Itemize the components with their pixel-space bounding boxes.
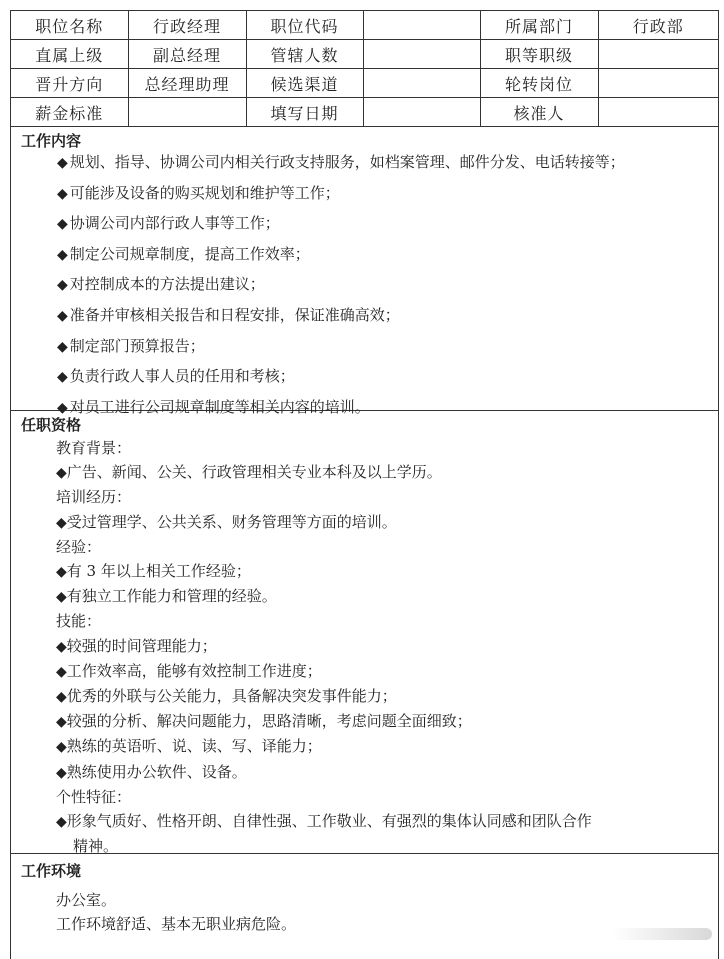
position-info-table (11, 11, 718, 127)
field-value (363, 11, 480, 40)
environment-title: 工作环境 (21, 862, 82, 880)
duty-text: 负责行政人事人员的任用和考核； (69, 367, 295, 386)
duty-text: 准备并审核相关报告和日程安排，保证准确高效； (69, 305, 400, 324)
field-value (363, 40, 480, 69)
qualification-text: 广告、新闻、公关、行政管理相关专业本科及以上学历。 (66, 463, 442, 482)
duty-text: 规划、指导、协调公司内相关行政支持服务，如档案管理、邮件分发、电话转接等； (69, 153, 625, 171)
field-value: 行政经理 (128, 11, 246, 40)
field-label: 核准人 (480, 98, 598, 127)
qualification-text: 较强的时间管理能力； (66, 636, 217, 655)
diamond-bullet-icon: ◆ (57, 307, 68, 324)
field-label: 管辖人数 (246, 40, 363, 69)
header-row (11, 11, 718, 40)
field-label: 直属上级 (11, 40, 128, 69)
qualification-label: 经验： (56, 537, 102, 556)
header-row (11, 40, 718, 69)
diamond-bullet-icon: ◆ (56, 814, 67, 831)
field-label: 职等职级 (480, 40, 598, 69)
duty-text: 可能涉及设备的购买规划和维护等工作； (69, 183, 340, 202)
field-value: 行政部 (598, 11, 718, 40)
diamond-bullet-icon: ◆ (56, 514, 67, 531)
duty-item (11, 179, 718, 210)
field-label: 职位代码 (246, 11, 363, 40)
duties-section (11, 127, 718, 416)
diamond-bullet-icon: ◆ (56, 764, 67, 781)
diamond-bullet-icon: ◆ (57, 338, 68, 355)
qualification-item (11, 734, 718, 759)
qualification-text: 有 3 年以上相关工作经验； (66, 562, 251, 581)
qualification-text: 优秀的外联与公关能力，具备解决突发事件能力； (66, 687, 397, 706)
diamond-bullet-icon: ◆ (56, 638, 67, 655)
page-curl-shadow (612, 928, 712, 940)
qualification-item (11, 659, 718, 684)
header-row (11, 69, 718, 98)
qualification-label: 个性特征： (56, 787, 132, 806)
diamond-bullet-icon: ◆ (56, 564, 67, 581)
duty-item (11, 270, 718, 301)
qualification-text: 形象气质好、性格开朗、自律性强、工作敬业、有强烈的集体认同感和团队合作 (66, 812, 592, 831)
field-label: 轮转岗位 (480, 69, 598, 98)
diamond-bullet-icon: ◆ (57, 399, 68, 416)
qualification-item (11, 634, 718, 659)
qualification-item (11, 460, 718, 485)
duty-text: 制定公司规章制度，提高工作效率； (69, 244, 310, 263)
qualification-item (11, 559, 718, 584)
duty-text: 对员工进行公司规章制度等相关内容的培训。 (69, 397, 370, 416)
qualification-text: 较强的分析、解决问题能力，思路清晰，考虑问题全面细致； (66, 712, 472, 731)
duties-list (11, 148, 718, 423)
qualification-label: 教育背景： (56, 439, 132, 457)
duty-item (11, 301, 718, 332)
field-label: 所属部门 (480, 11, 598, 40)
environment-line: 办公室。 (56, 891, 117, 909)
diamond-bullet-icon: ◆ (56, 714, 67, 731)
diamond-bullet-icon: ◆ (56, 689, 67, 706)
qualification-item (11, 760, 718, 785)
qualification-text: 熟练的英语听、说、读、写、译能力； (66, 737, 322, 756)
duty-item (11, 362, 718, 393)
environment-section (11, 854, 718, 936)
duty-text: 对控制成本的方法提出建议； (69, 275, 265, 294)
qualification-text: 熟练使用办公软件、设备。 (66, 762, 247, 781)
field-value: 总经理助理 (128, 69, 246, 98)
duty-item (11, 240, 718, 271)
field-label: 晋升方向 (11, 69, 128, 98)
field-value (363, 98, 480, 127)
diamond-bullet-icon: ◆ (56, 589, 67, 606)
field-value: 副总经理 (128, 40, 246, 69)
diamond-bullet-icon: ◆ (57, 246, 68, 263)
job-description-sheet (10, 10, 719, 959)
field-label: 职位名称 (11, 11, 128, 40)
field-label: 薪金标准 (11, 98, 128, 127)
qualifications-title: 任职资格 (21, 416, 82, 434)
diamond-bullet-icon: ◆ (56, 663, 67, 680)
duties-title: 工作内容 (21, 132, 82, 150)
duty-text: 制定部门预算报告； (69, 336, 205, 355)
diamond-bullet-icon: ◆ (57, 216, 68, 233)
duty-item (11, 332, 718, 363)
field-value (598, 69, 718, 98)
duty-text: 协调公司内部行政人事等工作； (69, 214, 280, 233)
qualifications-body (11, 436, 718, 858)
duty-item (11, 209, 718, 240)
diamond-bullet-icon: ◆ (57, 185, 68, 202)
field-value (598, 98, 718, 127)
duty-item (11, 148, 718, 179)
qualification-text-continued: 精神。 (73, 837, 119, 856)
field-value (598, 40, 718, 69)
field-label: 填写日期 (246, 98, 363, 127)
field-value (128, 98, 246, 127)
qualification-item (11, 684, 718, 709)
qualification-text: 有独立工作能力和管理的经验。 (66, 587, 277, 606)
qualification-item (11, 510, 718, 535)
field-value (363, 69, 480, 98)
diamond-bullet-icon: ◆ (56, 465, 67, 482)
qualification-label: 培训经历： (56, 488, 132, 507)
diamond-bullet-icon: ◆ (57, 277, 68, 294)
qualification-item (11, 584, 718, 609)
environment-line: 工作环境舒适、基本无职业病危险。 (56, 915, 297, 933)
diamond-bullet-icon: ◆ (56, 739, 67, 756)
environment-body (11, 882, 718, 936)
header-row (11, 98, 718, 127)
qualification-item (11, 809, 718, 834)
diamond-bullet-icon: ◆ (57, 369, 68, 386)
qualification-text: 工作效率高，能够有效控制工作进度； (66, 661, 322, 680)
qualification-text: 受过管理学、公共关系、财务管理等方面的培训。 (66, 512, 397, 531)
field-label: 候选渠道 (246, 69, 363, 98)
qualifications-section (11, 411, 718, 854)
diamond-bullet-icon: ◆ (57, 155, 68, 171)
qualification-item (11, 709, 718, 734)
qualification-label: 技能： (56, 612, 102, 631)
